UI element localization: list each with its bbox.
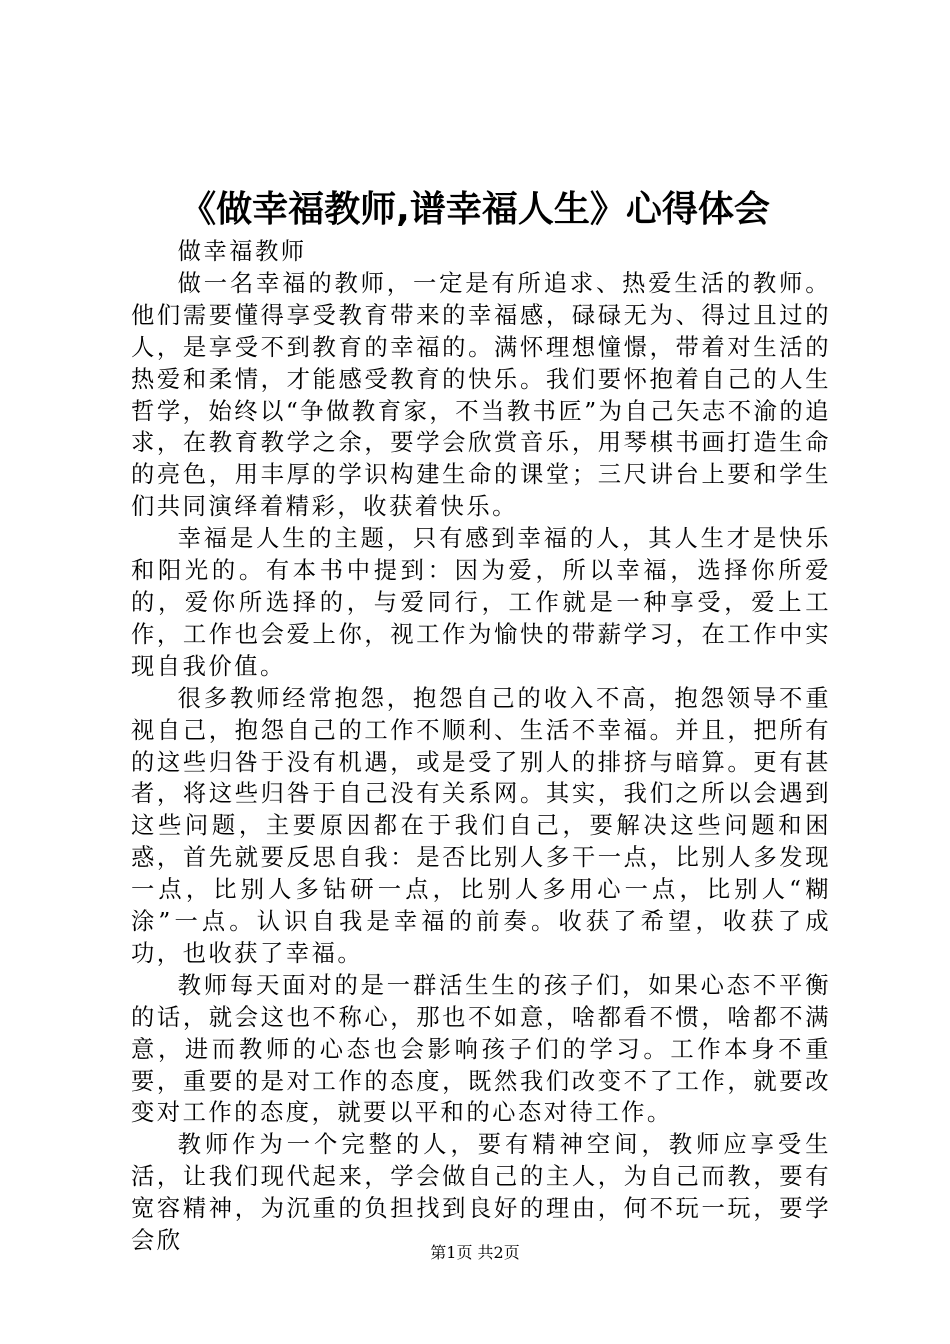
paragraph-1: 做一名幸福的教师，一定是有所追求、热爱生活的教师。他们需要懂得享受教育带来的幸福感，碌碌无为、得过且过的人，是享受不到教育的幸福的。满怀理想憧憬，带着对生活的热爱和柔情，才能感受教育的快乐。我们要怀抱着自己的人生哲学，始终以“争做教育家，不当教书匠”为自己矢志不渝的追求，在教育教学之余，要学会欣赏音乐，用琴棋书画打造生命的亮色，用丰厚的学识构建生命的课堂；三尺讲台上要和学生们共同演绎着精彩，收获着快乐。: [131, 269, 831, 521]
paragraph-5: 教师作为一个完整的人，要有精神空间，教师应享受生活，让我们现代起来，学会做自己的主人，为自己而教，要有宽容精神，为沉重的负担找到良好的理由，何不玩一玩，要学会欣: [131, 1131, 831, 1255]
paragraph-2: 幸福是人生的主题，只有感到幸福的人，其人生才是快乐和阳光的。有本书中提到：因为爱，所以幸福，选择你所爱的，爱你所选择的，与爱同行，工作就是一种享受，爱上工作，工作也会爱上你，视工作为愉快的带薪学习，在工作中实现自我价值。: [131, 525, 831, 680]
paragraph-3: 很多教师经常抱怨，抱怨自己的收入不高，抱怨领导不重视自己，抱怨自己的工作不顺利、生活不幸福。并且，把所有的这些归咎于没有机遇，或是受了别人的排挤与暗算。更有甚者，将这些归咎于自己没有关系网。其实，我们之所以会遇到这些问题，主要原因都在于我们自己，要解决这些问题和困惑，首先就要反思自我：是否比别人多干一点，比别人多发现一点，比别人多钻研一点，比别人多用心一点，比别人“糊涂”一点。认识自我是幸福的前奏。收获了希望，收获了成功，也收获了幸福。: [131, 684, 831, 967]
document-title: 《做幸福教师,谱幸福人生》心得体会: [180, 189, 770, 230]
page-number-footer: 第1页 共2页: [430, 1243, 520, 1262]
section-heading: 做幸福教师: [177, 238, 307, 265]
paragraph-4: 教师每天面对的是一群活生生的孩子们，如果心态不平衡的话，就会这也不称心，那也不如意，啥都看不惯，啥都不满意，进而教师的心态也会影响孩子们的学习。工作本身不重要，重要的是对工作的态度，既然我们改变不了工作，就要改变对工作的态度，就要以平和的心态对待工作。: [131, 971, 831, 1127]
document-body: [131, 236, 831, 1257]
